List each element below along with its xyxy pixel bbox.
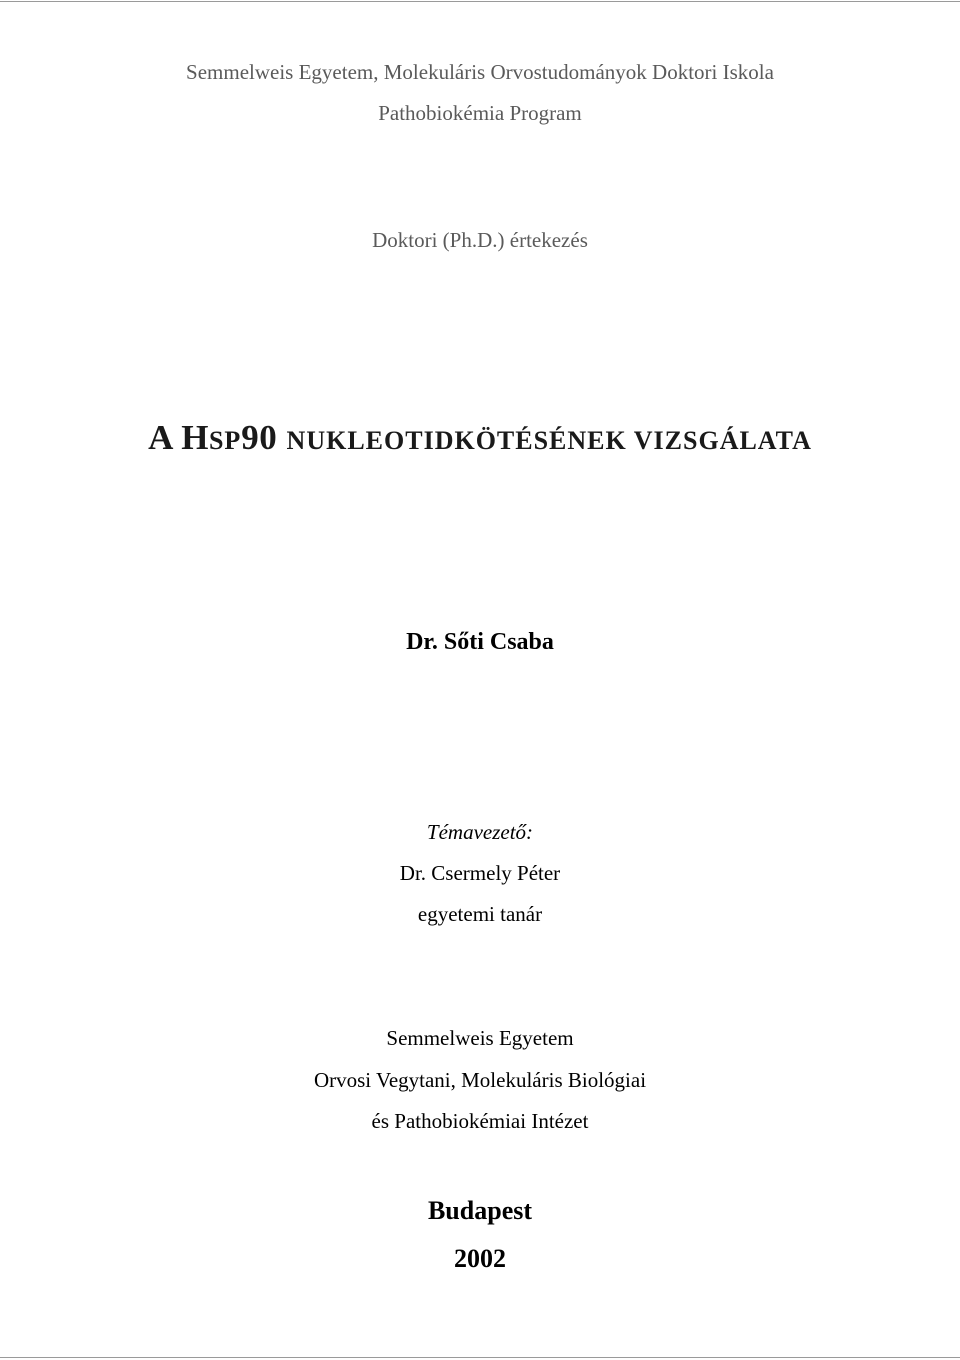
top-border-line (0, 1, 960, 2)
title-part-4: NUKLEOTIDKÖTÉSÉNEK VIZSGÁLATA (286, 426, 812, 455)
supervisor-title: egyetemi tanár (417, 902, 543, 926)
city: Budapest (427, 1196, 533, 1225)
institution-department-line2: és Pathobiokémiai Intézet (371, 1109, 589, 1133)
institution-university: Semmelweis Egyetem (386, 1026, 574, 1050)
title-part-3: 90 (241, 418, 287, 457)
supervisor-name: Dr. Csermely Péter (399, 861, 561, 885)
title-part-2: SP (208, 426, 242, 455)
thesis-title (0, 420, 960, 455)
document-type: Doktori (Ph.D.) értekezés (372, 228, 588, 252)
year: 2002 (454, 1244, 506, 1273)
school-header: Semmelweis Egyetem, Molekuláris Orvostudományok Doktori Iskola (186, 60, 774, 84)
supervisor-label: Témavezető: (426, 820, 534, 844)
title-part-1: A H (148, 418, 209, 457)
program-header: Pathobiokémia Program (378, 101, 582, 125)
author-name: Dr. Sőti Csaba (406, 629, 554, 655)
institution-department-line1: Orvosi Vegytani, Molekuláris Biológiai (313, 1068, 647, 1092)
bottom-border-line (0, 1357, 960, 1358)
